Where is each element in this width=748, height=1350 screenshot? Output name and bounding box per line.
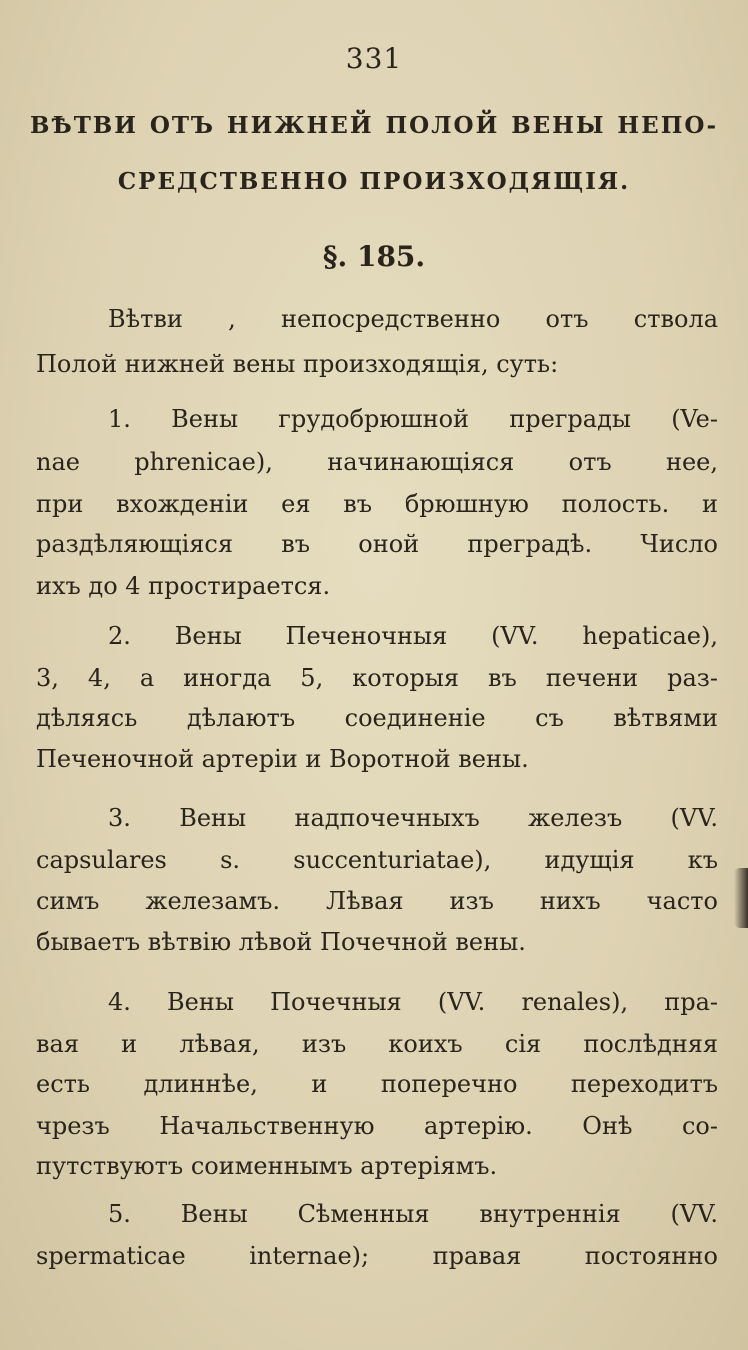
page-number: 331: [345, 42, 403, 75]
text-line: дѣляясь дѣлаютъ соединеніе съ вѣтвями: [36, 704, 718, 732]
text-line: ихъ до 4 простирается.: [36, 572, 331, 600]
section-number: §. 185.: [322, 240, 426, 273]
text-line: 4. Вены Почечныя (VV. renales), пра-: [108, 988, 718, 1016]
text-line: 3, 4, а иногда 5, которыя въ печени раз-: [36, 664, 718, 692]
text-line: capsulares s. succenturiatae), идущія къ: [36, 846, 718, 874]
text-line: Вѣтви , непосредственно отъ ствола: [108, 305, 718, 333]
text-line: при вхожденіи ея въ брюшную полость. и: [36, 490, 718, 518]
text-line: раздѣляющіяся въ оной преградѣ. Число: [36, 530, 718, 558]
text-line: 3. Вены надпочечныхъ железъ (VV.: [108, 804, 718, 832]
text-line: 1. Вены грудобрюшной преграды (Ve-: [108, 405, 718, 433]
text-line: spermaticae internae); правая постоянно: [36, 1242, 718, 1270]
page-edge-shadow: [734, 868, 748, 928]
text-line: 5. Вены Сѣменныя внутреннія (VV.: [108, 1200, 718, 1228]
text-line: симъ железамъ. Лѣвая изъ нихъ часто: [36, 887, 718, 915]
heading-line-1: ВѢТВИ ОТЪ НИЖНЕЙ ПОЛОЙ ВЕНЫ НЕПО-: [30, 112, 718, 139]
text-line: 2. Вены Печеночныя (VV. hepaticae),: [108, 622, 718, 650]
text-line: чрезъ Начальственную артерію. Онѣ со-: [36, 1112, 718, 1140]
text-line: Печеночной артеріи и Воротной вены.: [36, 745, 529, 773]
heading-line-2: СРЕДСТВЕННО ПРОИЗХОДЯЩІЯ.: [117, 168, 631, 195]
text-line: бываетъ вѣтвію лѣвой Почечной вены.: [36, 928, 526, 956]
text-line: есть длиннѣе, и поперечно переходитъ: [36, 1070, 718, 1098]
text-line: вая и лѣвая, изъ коихъ сія послѣдняя: [36, 1030, 718, 1058]
text-line: путствуютъ соименнымъ артеріямъ.: [36, 1152, 498, 1180]
text-line: nae phrenicae), начинающіяся отъ нее,: [36, 448, 718, 476]
text-line: Полой нижней вены произходящія, суть:: [36, 350, 559, 378]
